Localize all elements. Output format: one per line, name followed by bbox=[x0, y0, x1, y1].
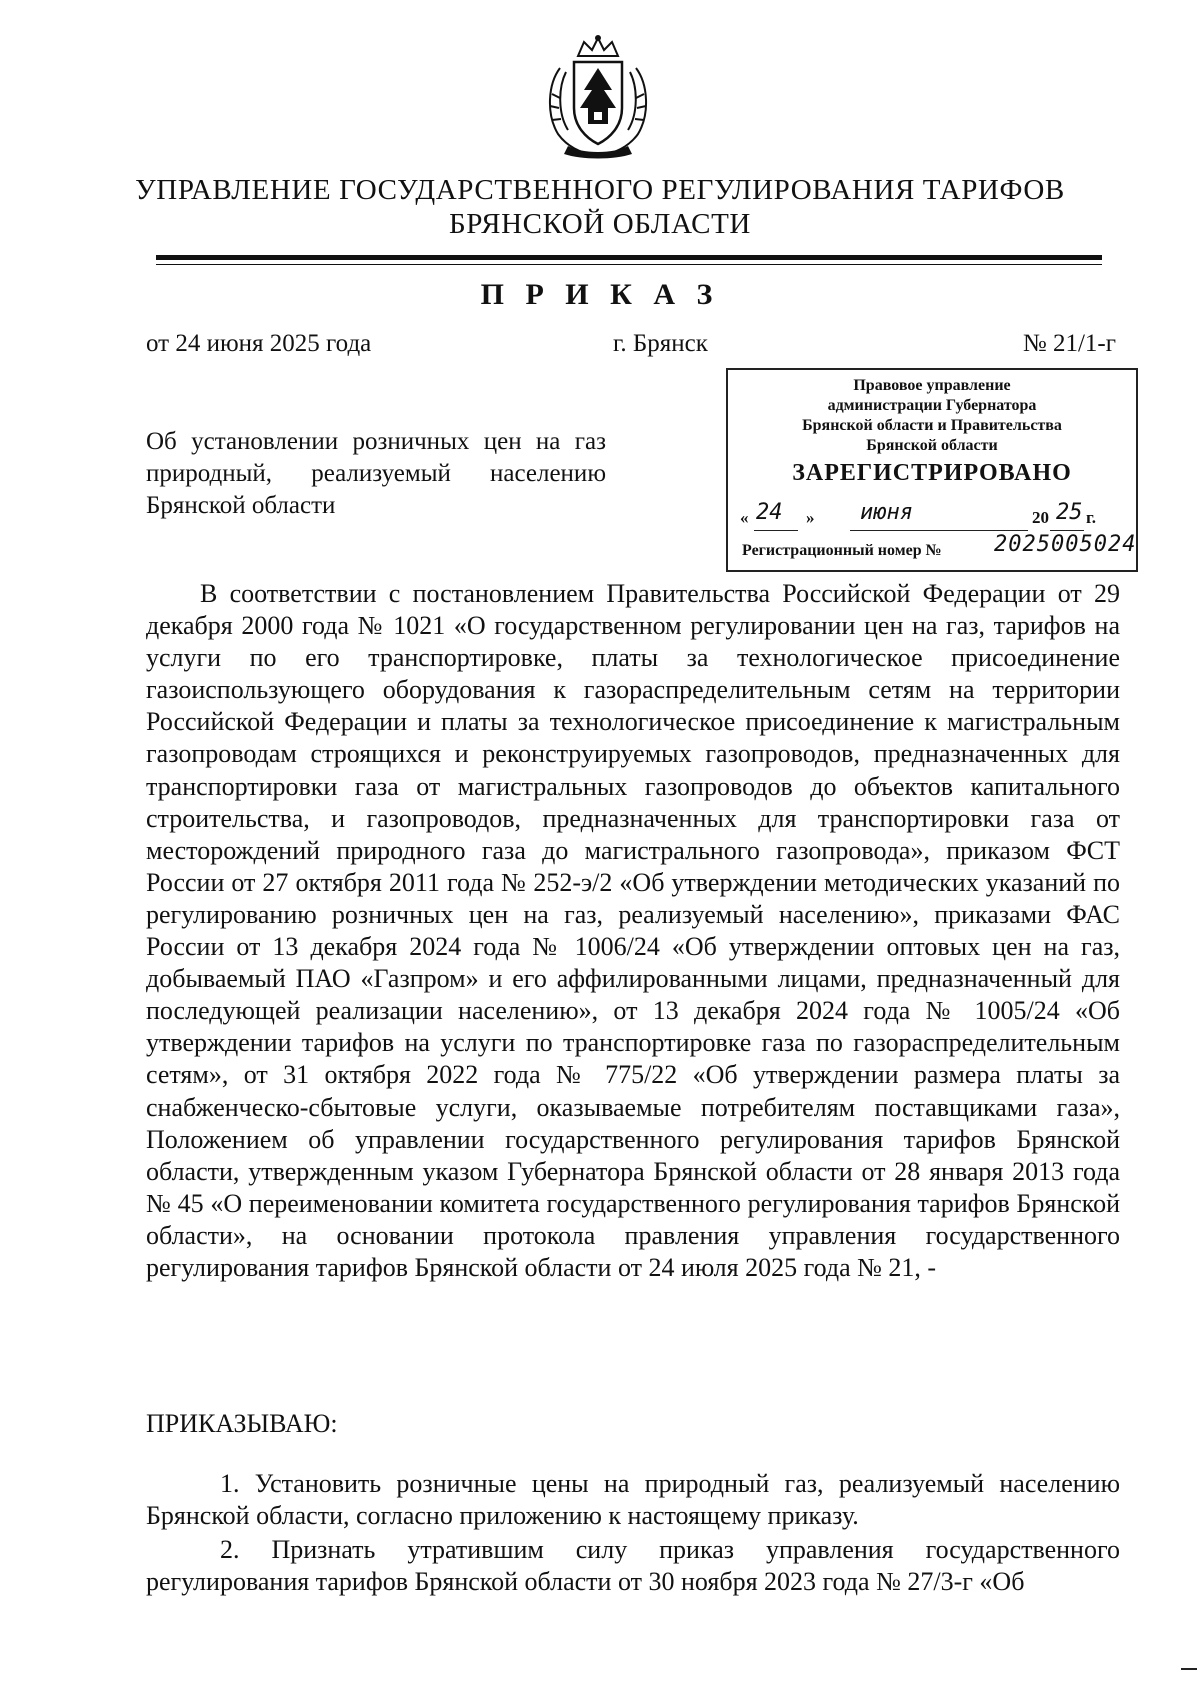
stamp-reg-number: 2025005024 bbox=[994, 532, 1137, 557]
stamp-line2: администрации Губернатора bbox=[827, 397, 1037, 414]
document-date: от 24 июня 2025 года bbox=[146, 330, 372, 357]
order-item-1: 1. Установить розничные цены на природный газ, реализуемый населению Брянской области, согласно приложению к настоящему приказу. bbox=[146, 1469, 1120, 1531]
stamp-line3: Брянской области и Правительства bbox=[802, 417, 1062, 434]
stamp-year-unit: г. bbox=[1086, 508, 1097, 527]
stamp-open-quote: « bbox=[740, 508, 749, 527]
stamp-year-prefix: 20 bbox=[1032, 508, 1049, 527]
organization-name-line2: БРЯНСКОЙ ОБЛАСТИ bbox=[449, 208, 751, 240]
stamp-status: ЗАРЕГИСТРИРОВАНО bbox=[792, 460, 1072, 486]
organization-name-line1: УПРАВЛЕНИЕ ГОСУДАРСТВЕННОГО РЕГУЛИРОВАНИЯ ТАРИФОВ bbox=[135, 174, 1065, 206]
preamble-paragraph: В соответствии с постановлением Правительства Российской Федерации от 29 декабря 2000 года № 1021 «О государственном регулировании цен на газ, тарифов на услуги по его транспортировке, платы за технологическое присоединение газоиспользующего оборудования к газораспределительным сетям на территории Российской Федерации и платы за технологическое присоединение к магистральным газопроводам строящихся и реконструируемых газопроводов, предназначенных для транспортировки газа от магистральных газопроводов до объектов капитального строительства, и газопроводов, предназначенных для транспортировки газа от месторождений природного газа до магистрального газопровода», приказом ФСТ России от 27 октября 2011 года № 252-э/2 «Об утверждении методических указаний по регулированию розничных цен на газ, реализуемый населению», приказами ФАС России от 13 декабря 2024 года № 1006/24 «Об утверждении оптовых цен на газ, добываемый ПАО «Газпром» и его аффилированными лицами, предназначенный для последующей реализации населению», от 13 декабря 2024 года № 1005/24 «Об утверждении тарифов на услуги по транспортировке газа по газораспределительным сетям», от 31 октября 2022 года № 775/22 «Об утверждении размера платы за снабженческо-сбытовые услуги, оказываемые потребителям поставщиками газа», Положением об управлении государственного регулирования тарифов Брянской области, утвержденным указом Губернатора Брянской области от 28 января 2013 года № 45 «О переименовании комитета государственного регулирования тарифов Брянской области», на основании протокола правления управления государственного регулирования тарифов Брянской области от 24 июля 2025 года № 21, - bbox=[146, 579, 1120, 1282]
coat-of-arms-icon bbox=[538, 34, 658, 160]
stamp-line4: Брянской области bbox=[866, 437, 998, 454]
document-city: г. Брянск bbox=[613, 330, 708, 357]
order-word: ПРИКАЗЫВАЮ: bbox=[146, 1409, 338, 1438]
stamp-line1: Правовое управление bbox=[853, 377, 1011, 394]
stamp-close-quote: » bbox=[806, 508, 815, 527]
stamp-day: 24 bbox=[756, 500, 783, 525]
registration-stamp bbox=[726, 368, 1138, 572]
stamp-date-row bbox=[740, 500, 1128, 534]
stamp-reg-label: Регистрационный номер № bbox=[742, 542, 942, 559]
stamp-day-underline bbox=[754, 530, 798, 531]
order-item-2: 2. Признать утратившим силу приказ управления государственного регулирования тарифов Брянской области от 30 ноября 2023 года № 27/3-г «Об bbox=[146, 1535, 1120, 1597]
stamp-month: июня bbox=[860, 500, 913, 525]
stamp-year-underline bbox=[1050, 530, 1084, 531]
stamp-year-suffix: 25 bbox=[1056, 500, 1083, 525]
document-number: № 21/1-г bbox=[1022, 330, 1116, 357]
stamp-month-underline bbox=[850, 530, 1028, 531]
header-divider-thin bbox=[156, 264, 1102, 265]
document-type: П Р И К А З bbox=[480, 278, 720, 311]
header-divider-thick bbox=[156, 255, 1102, 260]
page-edge-mark bbox=[1181, 1668, 1197, 1670]
document-subject: Об установлении розничных цен на газ природный, реализуемый населению Брянской области bbox=[146, 428, 606, 519]
